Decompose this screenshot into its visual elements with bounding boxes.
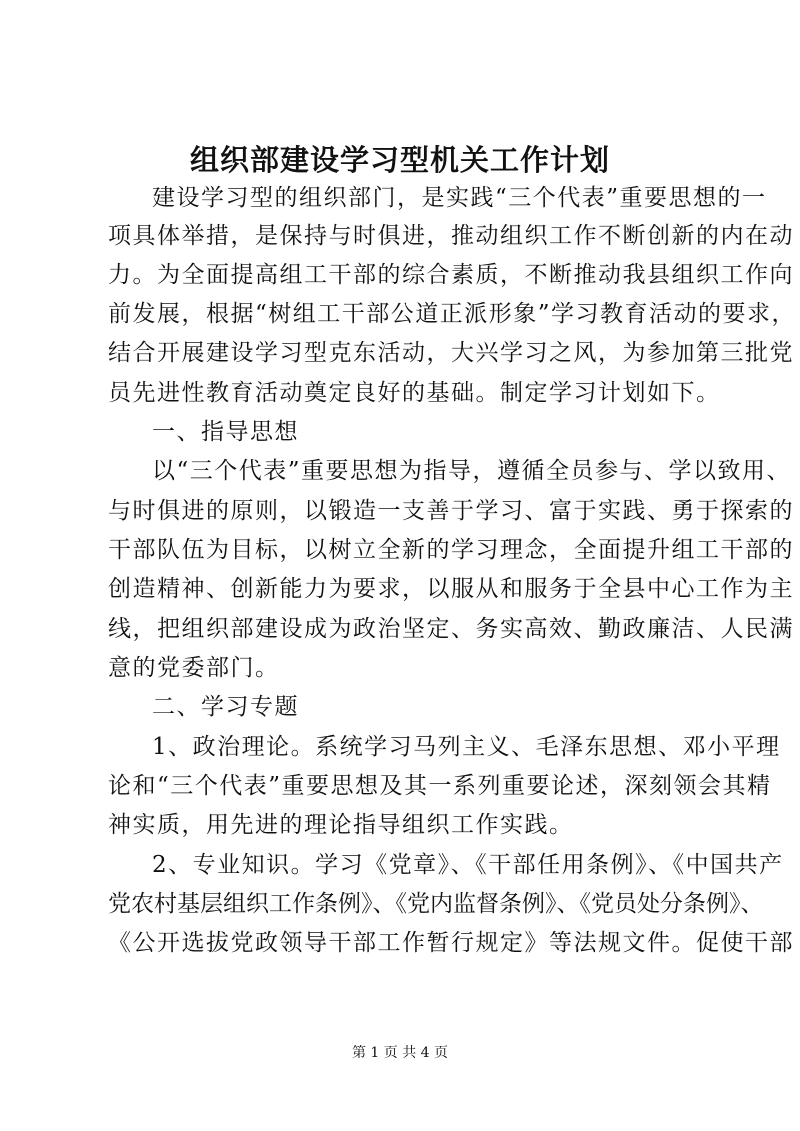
paragraph-line: 论和“三个代表”重要思想及其一系列重要论述，深刻领会其精 xyxy=(108,773,772,799)
paragraph-line: 力。为全面提高组工干部的综合素质，不断推动我县组织工作向 xyxy=(108,262,794,288)
section-heading: 二、学习专题 xyxy=(152,694,299,720)
page-footer: 第 1 页 共 4 页 xyxy=(351,1045,449,1061)
paragraph-line: 员先进性教育活动奠定良好的基础。制定学习计划如下。 xyxy=(108,380,721,406)
paragraph-line: 《公开选拔党政领导干部工作暂行规定》等法规文件。促使干部 xyxy=(108,930,794,956)
paragraph-line: 意的党委部门。 xyxy=(108,655,280,681)
paragraph-line: 建设学习型的组织部门，是实践“三个代表”重要思想的一 xyxy=(152,185,767,211)
paragraph-line: 干部队伍为目标，以树立全新的学习理念，全面提升组工干部的 xyxy=(108,537,794,563)
section-heading: 一、指导思想 xyxy=(152,419,299,445)
paragraph-line: 项具体举措，是保持与时俱进，推动组织工作不断创新的内在动 xyxy=(108,223,794,249)
paragraph-line: 结合开展建设学习型克东活动，大兴学习之风，为参加第三批党 xyxy=(108,340,794,366)
paragraph-line: 1、政治理论。系统学习马列主义、毛泽东思想、邓小平理 xyxy=(152,734,781,760)
document-title: 组织部建设学习型机关工作计划 xyxy=(189,143,610,177)
paragraph-line: 与时俱进的原则，以锻造一支善于学习、富于实践、勇于探索的 xyxy=(108,498,794,524)
paragraph-line: 以“三个代表”重要思想为指导，遵循全员参与、学以致用、 xyxy=(152,458,792,484)
paragraph-line: 党农村基层组织工作条例》、《党内监督条例》、《党员处分条例》、 xyxy=(108,891,764,917)
paragraph-line: 前发展，根据“树组工干部公道正派形象”学习教育活动的要求， xyxy=(108,301,797,327)
paragraph-line: 2、专业知识。学习《党章》、《干部任用条例》、《中国共产 xyxy=(152,852,784,878)
paragraph-line: 神实质，用先进的理论指导组织工作实践。 xyxy=(108,812,574,838)
paragraph-line: 创造精神、创新能力为要求，以服从和服务于全县中心工作为主 xyxy=(108,576,794,602)
paragraph-line: 线，把组织部建设成为政治坚定、务实高效、勤政廉洁、人民满 xyxy=(108,616,794,642)
